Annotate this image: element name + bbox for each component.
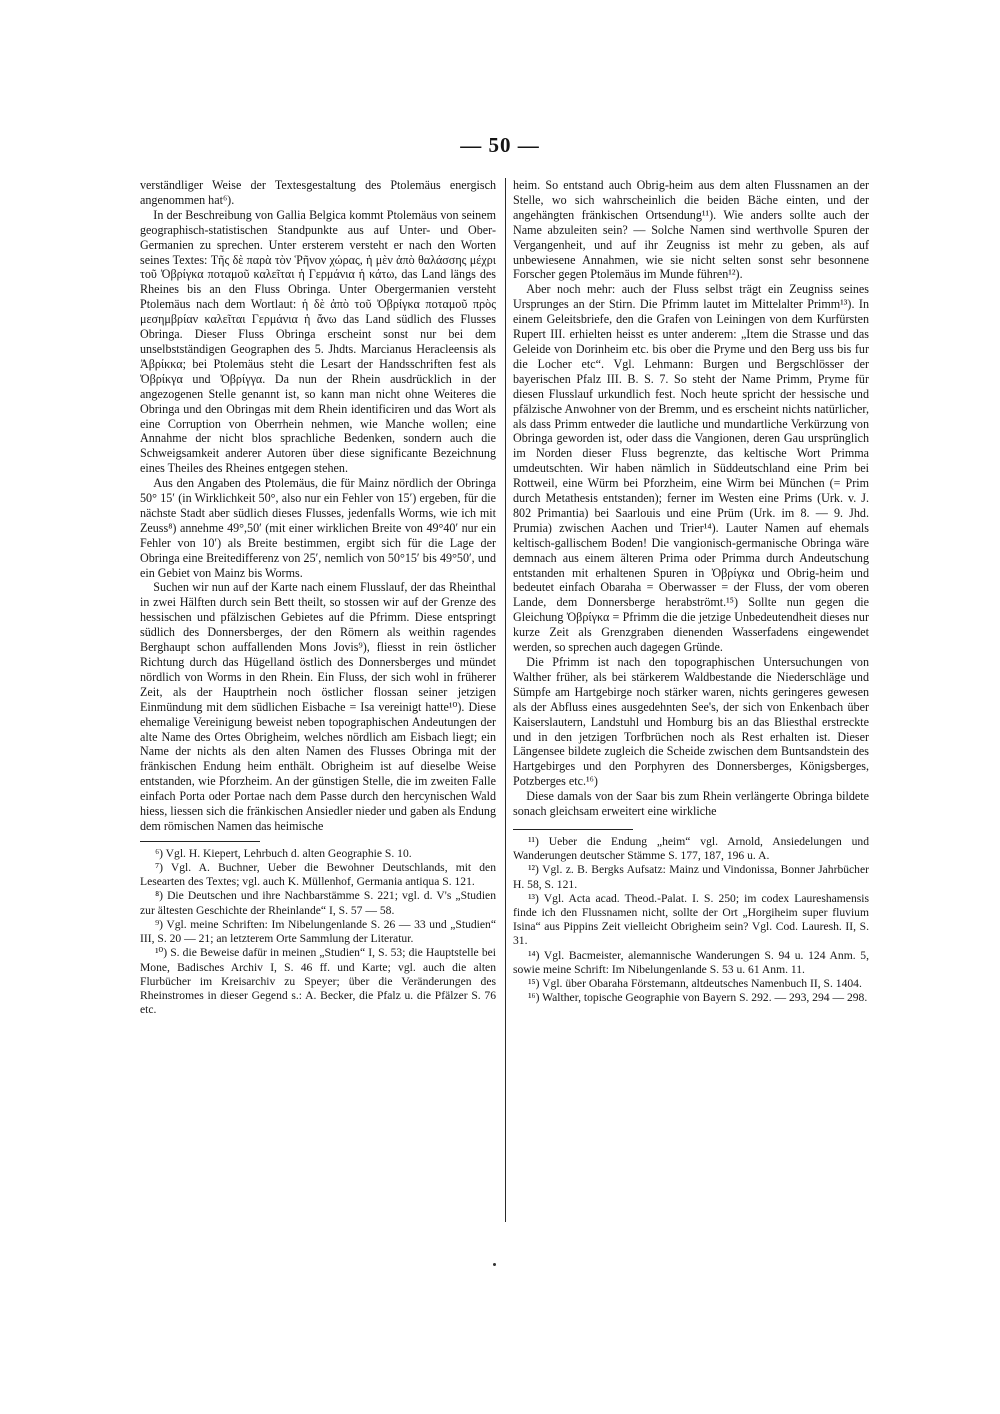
- body-paragraph: Suchen wir nun auf der Karte nach einem Flusslauf, der das Rheinthal in zwei Hälften durch sein Bett theilt, so stossen wir auf der Grenze des hessischen und pfälzischen Gebietes auf die Pfrimm. Diese entspringt südlich des Donnersberges, der den Römern als weithin ragendes Berghaupt schon auffallenden Mons Jovis⁹), fliesst in rein östlicher Richtung durch das Hügelland östlich des Donnersberges und mündet nördlich von Worms in den Rhein. Ein Fluss, der sich wohl in früherer Zeit, als der Hauptrhein noch östlicher flossan seiner jetzigen Einmündung mit dem südlichen Eisbache = Isa vereinigt hatte¹⁰). Diese ehemalige Vereinigung beweist neben topographischen Andeutungen der alte Name des Ortes Obrigheim, welches nördlich am Eisbach liegt; ein Name der nichts als den alten Namen des Flusses Obringa mit der fränkischen Endung heim enthält. Obrigheim ist auf dieselbe Weise entstanden, wie Pforzheim. An der günstigen Stelle, die im zweiten Falle einfach Porta oder Portae nach dem Passe durch den hercynischen Wald hiess, liessen sich die fränkischen Ansiedler nieder und gaben als Endung dem römischen Namen das heimische: [140, 580, 496, 833]
- footnote-divider: [513, 829, 633, 830]
- print-speck: [493, 1263, 496, 1266]
- right-column: [513, 178, 869, 1005]
- page-number: — 50 —: [460, 133, 540, 157]
- footnote: ¹⁶) Walther, topische Geographie von Bayern S. 292. — 293, 294 — 298.: [528, 991, 868, 1005]
- body-paragraph: verständliger Weise der Textesgestaltung des Ptolemäus energisch angenommen hat⁶).: [140, 178, 496, 207]
- footnote: ⁷) Vgl. A. Buchner, Ueber die Bewohner Deutschlands, mit den Lesearten des Textes; vgl. auch K. Müllenhof, Germania antiqua S. 121.: [140, 861, 496, 889]
- footnote: ⁶) Vgl. H. Kiepert, Lehrbuch d. alten Geographie S. 10.: [155, 846, 412, 860]
- footnote: ⁸) Die Deutschen und ihre Nachbarstämme S. 221; vgl. d. V's „Studien zur ältesten Geschichte der Rheinlande“ I, S. 57 — 58.: [140, 889, 496, 917]
- footnote: ¹¹) Ueber die Endung „heim“ vgl. Arnold, Ansiedelungen und Wanderungen deutscher Stämme S. 177, 187, 196 u. A.: [513, 834, 869, 863]
- footnote: ¹⁴) Vgl. Bacmeister, alemannische Wanderungen S. 94 u. 124 Anm. 5, sowie meine Schrift: Im Nibelungenlande S. 53 u. 61 Anm. 11.: [513, 948, 869, 976]
- footnote: ¹²) Vgl. z. B. Bergks Aufsatz: Mainz und Vindonissa, Bonner Jahrbücher H. 58, S. 121.: [513, 863, 869, 891]
- body-paragraph: Aber noch mehr: auch der Fluss selbst trägt ein Zeugniss seines Ursprunges an der Stirn. Die Pfrimm lautet im Mittelalter Primm¹³). In einem Geleitsbriefe, den die Grafen von Leiningen von dem Kurfürsten Rupert III. erhielten heisst es unter anderem: „Item die Strasse und das Geleide von Dorinheim etc. bis ober die Pryme und den Berg uss bis fur die Locher etc“. Vgl. Lehmann: Burgen und Bergschlösser der bayerischen Pfalz III. B. S. 7. So steht der Name Primm, Pryme für diesen Flusslauf urkundlich fest. Noch heute spricht der hessische und pfälzische Anwohner von der Bremm, und es erscheint nichts natürlicher, als dass Primm entweder die lautliche und mundartliche Verkürzung von Obringa geworden ist, oder dass die Vangionen, deren Gau ursprünglich im Norden dieser Fluss begrenzte, das keltische Wort Primma umdeutschten. Wir haben nämlich in Süddeutschland eine Prim bei Rottweil, eine Würm bei Pforzheim, eine Wirm bei München (= Prim durch Metathesis entstanden); ferner im Westen eine Prims (Urk. v. J. 802 Primantia) bei Saarlouis und eine Prüm (Urk. im 8. — 9. Jhd. Prumia) zwischen Aachen und Trier¹⁴). Lauter Namen auf ehemals keltisch-gallischem Boden! Die vangionisch-germanische Obringa wäre demnach aus einem älteren Prima oder Primma durch Andeutschung entstanden mit erhaltenen Spuren in Ὀβρίγκα und Obrig-heim und bedeutet einfach Obaraha = Oberwasser = der Fluss, der vom oberen Lande, dem Donnersberge herabströmt.¹⁵) Sollte nun gegen die Gleichung Ὀβρίγκα = Pfrimm die die jetzige Unbedeutendheit dieses nur kurze Zeit als Grenzgraben dienenden Wasserfadens eingewendet werden, so sprechen auch dagegen Gründe.: [513, 282, 869, 655]
- footnote: ¹⁵) Vgl. über Obaraha Förstemann, altdeutsches Namenbuch II, S. 1404.: [528, 977, 862, 990]
- footnote: ⁹) Vgl. meine Schriften: Im Nibelungenlande S. 26 — 33 und „Studien“ III, S. 20 — 21; an letzterem Orte Sammlung der Literatur.: [140, 917, 496, 946]
- body-paragraph: In der Beschreibung von Gallia Belgica kommt Ptolemäus von seinem geographisch-statistischen Standpunkte aus auf Unter- und Ober-Germanien zu sprechen. Unter ersterem versteht er nach den Worten seines Textes: Τῆς δὲ παρὰ τὸν Ῥῆνον χώρας, ἡ μὲν ἀπὸ θαλάσσης μέχρι τοῦ Ὀβρίγκα ποταμοῦ καλεῖται ἡ Γερμάνια ἡ κάτω, das Land längs des Rheines bis an den Fluss Obringa. Unter Obergermanien versteht Ptolemäus nach dem Wortlaut: ἡ δὲ ἀπὸ τοῦ Ὀβρίγκα ποταμοῦ πρὸς μεσημβρίαν καλεῖται Γερμάνια ἡ ἄνω das Land südlich des Flusses Obringa. Dieser Fluss Obringa erscheint sonst nur bei dem unselbstständigen Geographen des 5. Jhdts. Marcianus Heracleensis als Ἀβρίκκα; bei Ptolemäus steht die Lesart der Handsschriften fest als Ὀβρίκγα und Ὀβρίγγα. Da nun der Rhein ausdrücklich in der angezogenen Stelle genannt ist, so kann man nicht ohne Weiteres die Obringa und den Obringas mit dem Rhein identificiren und das Wort als eine Corruption von Oberrhein nehmen, wie Manche wollen; eine Annahme der nicht blos sprachliche Bedenken, sondern auch die Schweigsamkeit anderer Autoren über diese significante Bezeichnung eines Theiles des Rheines entgegen stehen.: [140, 207, 496, 476]
- footnotes-left: [140, 847, 496, 1017]
- body-paragraph: Aus den Angaben des Ptolemäus, die für Mainz nördlich der Obringa 50° 15′ (in Wirklichkeit 50°, also nur ein Fehler von 15′) ergeben, für die nächste Stadt aber südlich dieses Flusses, jedenfalls Worms, wie ich mit Zeuss⁸) annehme 49°,50′ (mit einer wirklichen Breite von 49°40′ nur ein Fehler von 10′) als Breite bestimmen, ergibt sich für die Lage der Obringa eine Breitedifferenz von 25′, nemlich von 50°15′ bis 49°50′, und ein Gebiet von Mainz bis Worms.: [140, 476, 496, 580]
- body-paragraph: Diese damals von der Saar bis zum Rhein verlängerte Obringa bildete sonach gleichsam erweitert eine wirkliche: [513, 789, 869, 819]
- footnote-divider: [140, 841, 260, 842]
- footnotes-right: [513, 835, 869, 1005]
- column-divider: [505, 178, 506, 1222]
- left-column: [140, 178, 496, 1017]
- body-paragraph: heim. So entstand auch Obrig-heim aus dem alten Flussnamen an der Stelle, wo sich wahrscheinlich die beiden Bäche einten, und der angehängten fränkischen Ortsendung¹¹). Wie anders sollte auch der Name abzuleiten sein? — Solche Namen sind werthvolle Spuren der Vergangenheit, und auf ihr Zeugniss ist mehr zu geben, als auf unbewiesene Annahmen, wie sie nicht selten sonst sehr besonnene Forscher gegen Ptolemäus im Munde führen¹²).: [513, 178, 869, 282]
- footnote: ¹³) Vgl. Acta acad. Theod.-Palat. I. S. 250; im codex Laureshamensis finde ich den Flussnamen nicht, sollte der Ort „Horgiheim super fluvium Isina“ aus Pippins Zeit vielleicht Obrigheim sein? Vgl. Cod. Lauresh. II, S. 31.: [513, 891, 869, 948]
- body-paragraph: Die Pfrimm ist nach den topographischen Untersuchungen von Walther früher, als bei stärkerem Waldbestande die Niederschläge und Sümpfe am Hartgebirge noch stärker waren, nichts geringeres gewesen als der Abfluss eines ausgedehnten See's, der sich von Enkenbach über Kaiserslautern, Landstuhl und Homburg bis an das Bliesthal erstreckte und in den jetzigen Torfbrüchen noch als Rest erhalten ist. Dieser Längensee bildete zugleich die Scheide zwischen dem Buntsandstein des Hartgebirges und den Porphyren des Donnersberges, Königsberges, Potzberges etc.¹⁶): [513, 655, 869, 789]
- footnote: ¹⁰) S. die Beweise dafür in meinen „Studien“ I, S. 53; die Hauptstelle bei Mone, Badisches Archiv I, S. 46 ff. und Karte; vgl. auch die alten Flurbücher im Kreisarchiv zu Speyer; über die Veränderungen des Rheinstromes in dieser Gegend s.: A. Becker, die Pfalz u. die Pfälzer S. 76 etc.: [140, 946, 496, 1017]
